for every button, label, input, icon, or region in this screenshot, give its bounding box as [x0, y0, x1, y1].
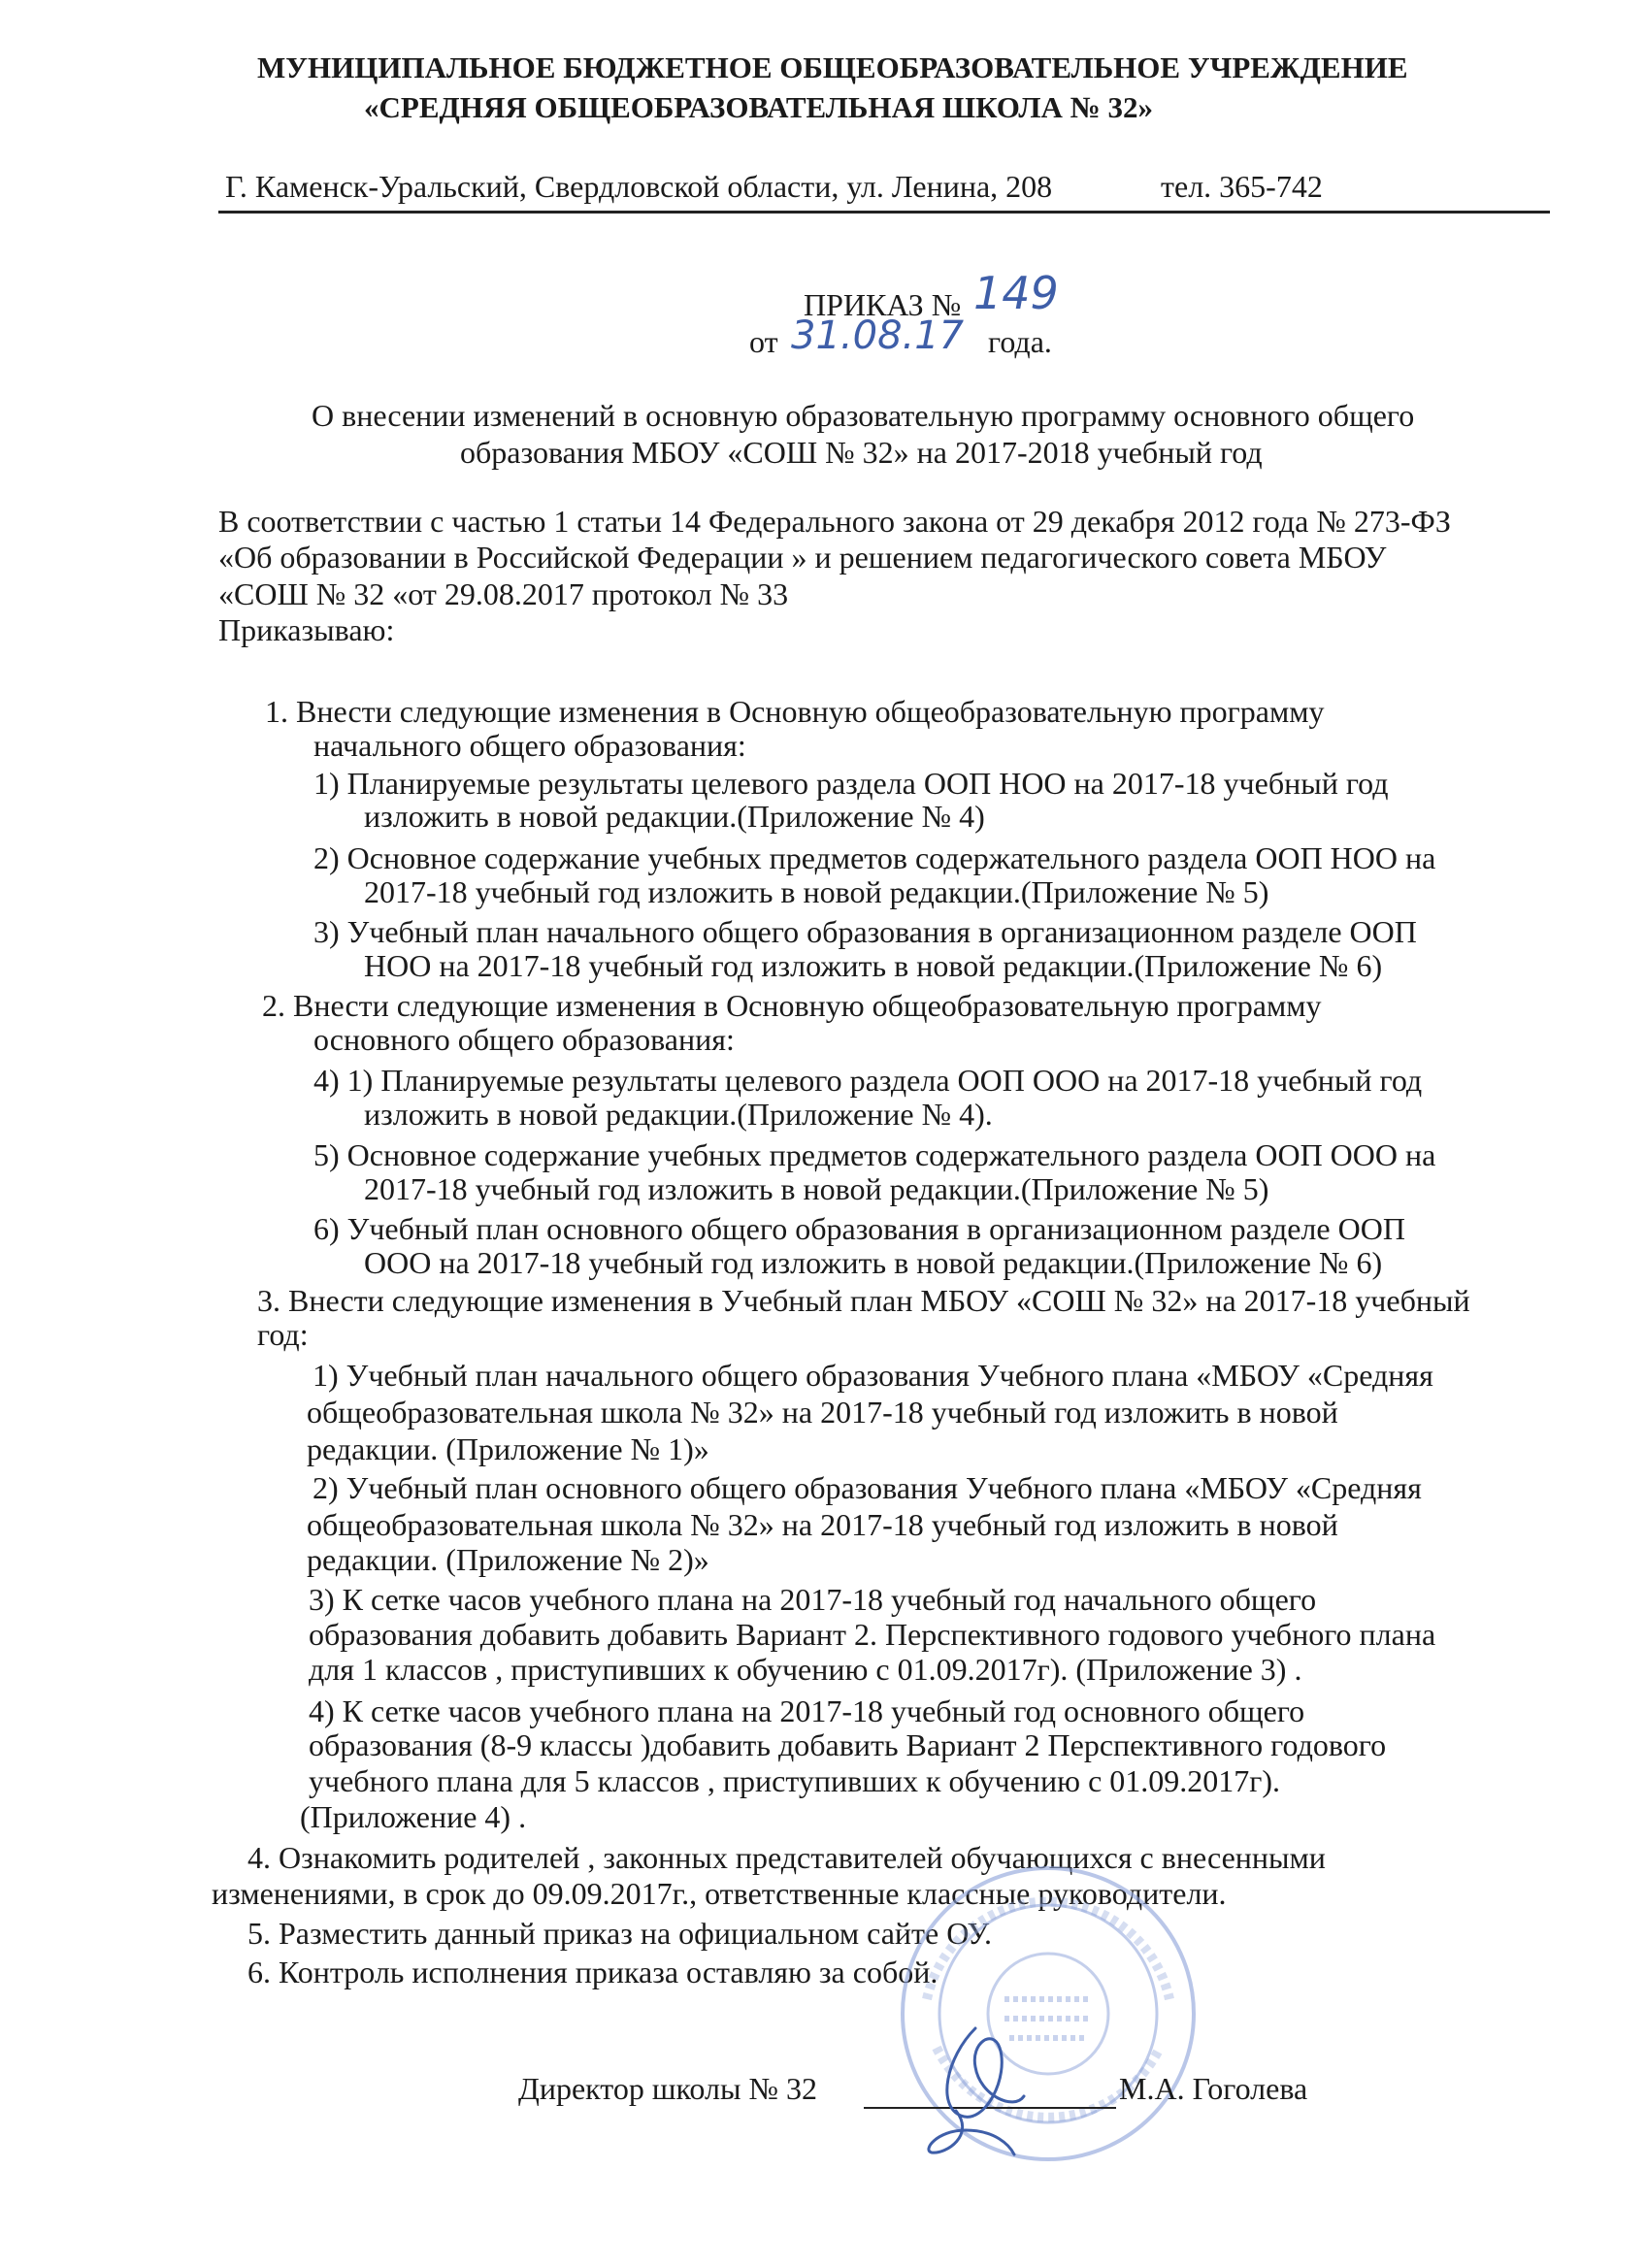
body-line: (Приложение 4) .: [300, 1799, 527, 1834]
body-line: 3) К сетке часов учебного плана на 2017-18 учебный год начального общего: [309, 1582, 1317, 1617]
body-line: общеобразовательная школа № 32» на 2017-18 учебный год изложить в новой: [307, 1395, 1338, 1430]
order-date: 31.08.17: [791, 313, 965, 358]
body-line: изложить в новой редакции.(Приложение № 4).: [364, 1097, 993, 1132]
body-line: 2) Основное содержание учебных предметов содержательного раздела ООП НОО на: [313, 840, 1436, 875]
subject-line: О внесении изменений в основную образовательную программу основного общего: [312, 398, 1415, 433]
body-line: образования (8-9 классы )добавить добавить Вариант 2 Перспективного годового: [309, 1727, 1387, 1762]
preamble-line: «СОШ № 32 «от 29.08.2017 протокол № 33: [218, 576, 789, 611]
body-line: 2. Внести следующие изменения в Основную общеобразовательную программу: [262, 988, 1322, 1023]
body-line: образования добавить добавить Вариант 2. Перспективного годового учебного плана: [309, 1617, 1436, 1652]
org-name-line1: МУНИЦИПАЛЬНОЕ БЮДЖЕТНОЕ ОБЩЕОБРАЗОВАТЕЛЬНОЕ УЧРЕЖДЕНИЕ: [257, 50, 1408, 84]
preamble-line: «Об образовании в Российской Федерации » и решением педагогического совета МБОУ: [218, 540, 1387, 575]
org-address: Г. Каменск-Уральский, Свердловской области, ул. Ленина, 208: [225, 169, 1053, 204]
body-line: 4) 1) Планируемые результаты целевого раздела ООП ООО на 2017-18 учебный год: [313, 1063, 1423, 1098]
signatory-position: Директор школы № 32: [518, 2071, 817, 2106]
body-line: 4. Ознакомить родителей , законных представителей обучающихся с внесенными: [247, 1840, 1326, 1875]
body-line: учебного плана для 5 классов , приступивших к обучению с 01.09.2017г).: [309, 1763, 1281, 1798]
body-line: 1) Планируемые результаты целевого раздела ООП НОО на 2017-18 учебный год: [313, 766, 1389, 801]
handwritten-signature: [917, 2019, 1072, 2164]
body-line: 2017-18 учебный год изложить в новой редакции.(Приложение № 5): [364, 1171, 1269, 1206]
body-line: редакции. (Приложение № 2)»: [307, 1542, 709, 1577]
body-line: 3. Внести следующие изменения в Учебный план МБОУ «СОШ № 32» на 2017-18 учебный: [257, 1283, 1470, 1318]
body-line: 5) Основное содержание учебных предметов содержательного раздела ООП ООО на: [313, 1137, 1436, 1172]
order-date-prefix: от: [749, 324, 778, 359]
body-line: ООО на 2017-18 учебный год изложить в новой редакции.(Приложение № 6): [364, 1245, 1383, 1280]
body-line: год:: [257, 1317, 309, 1352]
body-line: 6. Контроль исполнения приказа оставляю за собой.: [247, 1955, 938, 1989]
body-line: 3) Учебный план начального общего образования в организационном разделе ООП: [313, 914, 1417, 949]
order-title: ПРИКАЗ №: [804, 287, 962, 322]
body-line: начального общего образования:: [313, 728, 746, 763]
body-line: изменениями, в срок до 09.09.2017г., ответственные классные руководители.: [212, 1876, 1227, 1911]
body-line: основного общего образования:: [313, 1022, 735, 1057]
body-line: общеобразовательная школа № 32» на 2017-18 учебный год изложить в новой: [307, 1507, 1338, 1542]
order-number: 149: [973, 267, 1059, 319]
org-phone: тел. 365-742: [1161, 169, 1323, 204]
body-line: 5. Разместить данный приказ на официальном сайте ОУ.: [247, 1916, 992, 1951]
body-line: НОО на 2017-18 учебный год изложить в новой редакции.(Приложение № 6): [364, 948, 1383, 983]
preamble-line: В соответствии с частью 1 статьи 14 Федерального закона от 29 декабря 2012 года № 273-ФЗ: [218, 504, 1451, 539]
body-line: изложить в новой редакции.(Приложение № 4): [364, 799, 985, 834]
signatory-name: М.А. Гоголева: [1119, 2071, 1308, 2106]
body-line: редакции. (Приложение № 1)»: [307, 1431, 709, 1466]
body-line: 1) Учебный план начального общего образования Учебного плана «МБОУ «Средняя: [313, 1358, 1433, 1393]
order-date-suffix: года.: [988, 324, 1052, 359]
preamble-line: Приказываю:: [218, 612, 395, 647]
body-line: 2) Учебный план основного общего образования Учебного плана «МБОУ «Средняя: [313, 1470, 1422, 1505]
body-line: 1. Внести следующие изменения в Основную общеобразовательную программу: [265, 694, 1325, 729]
subject-line: образования МБОУ «СОШ № 32» на 2017-2018 учебный год: [460, 435, 1263, 470]
org-name-line2: «СРЕДНЯЯ ОБЩЕОБРАЗОВАТЕЛЬНАЯ ШКОЛА № 32»: [364, 90, 1153, 124]
body-line: для 1 классов , приступивших к обучению с 01.09.2017г). (Приложение 3) .: [309, 1652, 1302, 1687]
body-line: 2017-18 учебный год изложить в новой редакции.(Приложение № 5): [364, 874, 1269, 909]
header-divider: [218, 211, 1550, 214]
body-line: 4) К сетке часов учебного плана на 2017-18 учебный год основного общего: [309, 1693, 1305, 1728]
body-line: 6) Учебный план основного общего образования в организационном разделе ООП: [313, 1211, 1405, 1246]
